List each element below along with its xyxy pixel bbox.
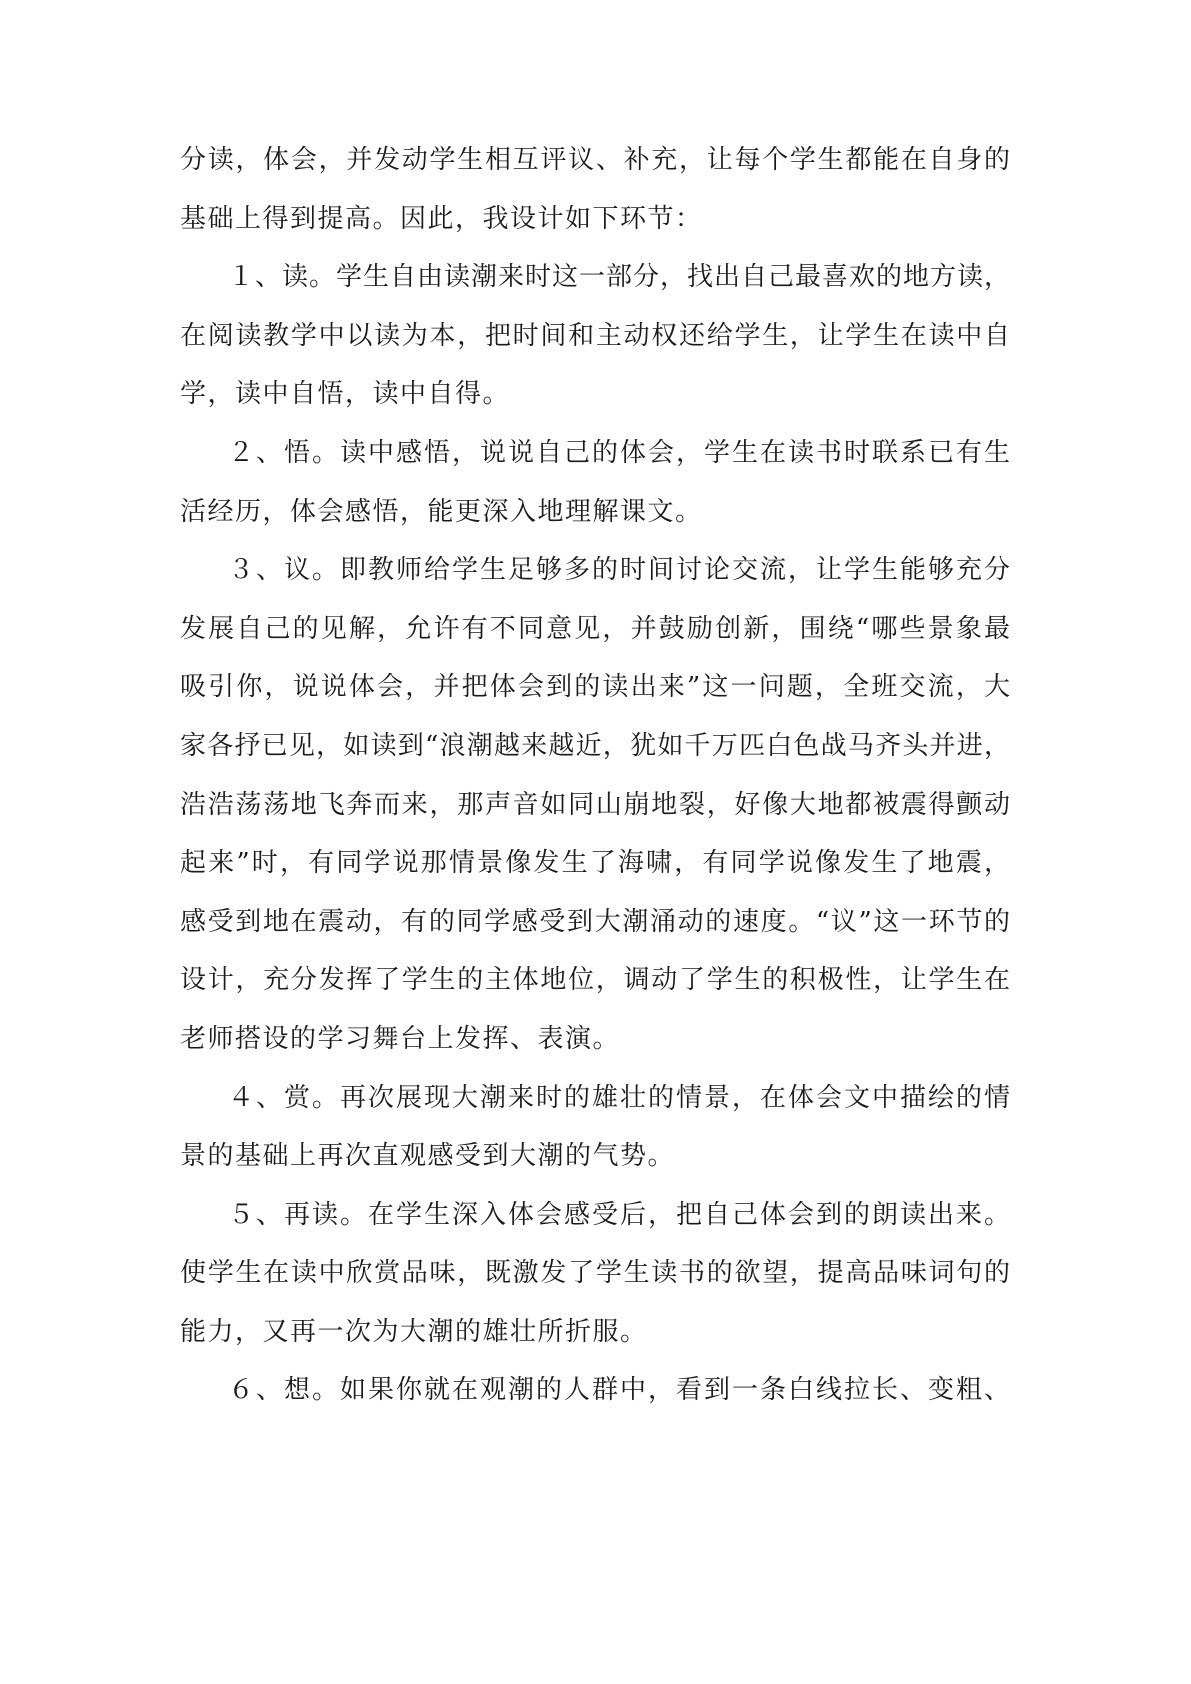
text-line: 浩浩荡荡地飞奔而来，那声音如同山崩地裂，好像大地都被震得颤动 [180, 789, 1010, 820]
text-line: 能力，又再一次为大潮的雄壮所折服。 [180, 1316, 648, 1347]
text-line: ５、再读。在学生深入体会感受后，把自己体会到的朗读出来。 [228, 1199, 1010, 1230]
text-line: 分读，体会，并发动学生相互评议、补充，让每个学生都能在自身的 [180, 145, 1010, 175]
text-line: ６、想。如果你就在观潮的人群中，看到一条白线拉长、变粗、 [228, 1375, 1010, 1406]
text-line: ３、议。即教师给学生足够多的时间讨论交流，让学生能够充分 [228, 555, 1010, 586]
text-line: １、读。学生自由读潮来时这一部分，找出自己最喜欢的地方读， [228, 262, 1010, 293]
text-line: 在阅读教学中以读为本，把时间和主动权还给学生，让学生在读中自 [180, 320, 1010, 351]
text-line: 老师搭设的学习舞台上发挥、表演。 [180, 1023, 621, 1054]
text-line: 起来”时，有同学说那情景像发生了海啸，有同学说像发生了地震， [180, 848, 1010, 879]
text-line: 发展自己的见解，允许有不同意见，并鼓励创新，围绕“哪些景象最 [180, 613, 1010, 644]
text-line: 学，读中自悟，读中自得。 [180, 379, 511, 410]
text-line: ２、悟。读中感悟，说说自己的体会，学生在读书时联系已有生 [228, 437, 1010, 468]
text-line: 设计，充分发挥了学生的主体地位，调动了学生的积极性，让学生在 [180, 965, 1010, 996]
text-line: 吸引你，说说体会，并把体会到的读出来”这一问题，全班交流，大 [180, 672, 1010, 703]
text-line: ４、赏。再次展现大潮来时的雄壮的情景，在体会文中描绘的情 [228, 1082, 1010, 1113]
text-line: 感受到地在震动，有的同学感受到大潮涌动的速度。“议”这一环节的 [180, 906, 1010, 937]
body-text [180, 131, 1010, 1420]
text-line: 活经历，体会感悟，能更深入地理解课文。 [180, 496, 703, 527]
text-line: 景的基础上再次直观感受到大潮的气势。 [180, 1141, 676, 1172]
text-line: 使学生在读中欣赏品味，既激发了学生读书的欲望，提高品味词句的 [180, 1258, 1010, 1289]
text-line: 家各抒已见，如读到“浪潮越来越近，犹如千万匹白色战马齐头并进， [180, 730, 1010, 761]
text-line: 基础上得到提高。因此，我设计如下环节： [180, 203, 703, 234]
